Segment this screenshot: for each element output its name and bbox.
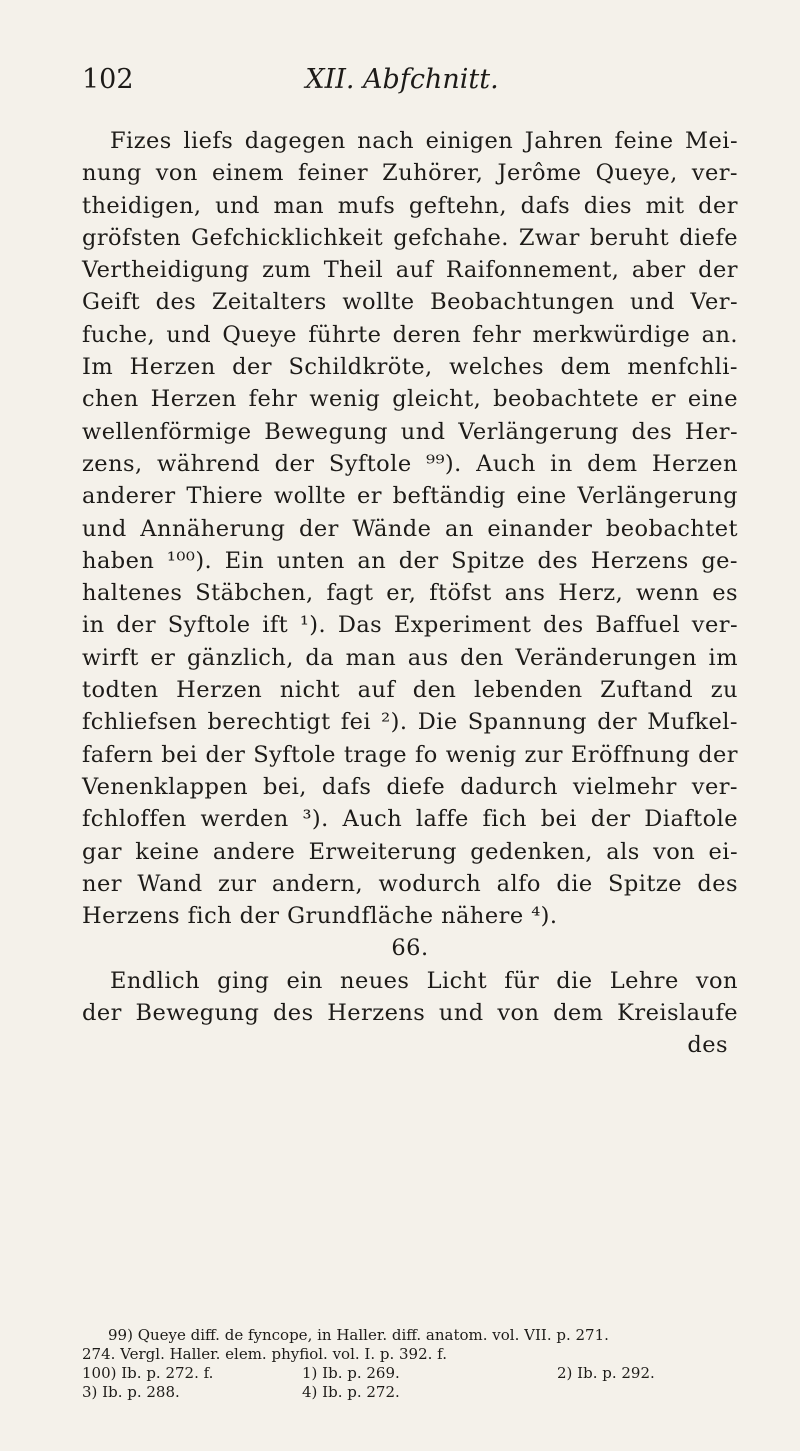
footnote-line: 274. Vergl. Haller. elem. phyfiol. vol. I. p. 392. f. xyxy=(82,1345,447,1363)
text-line: ner Wand zur andern, wodurch alfo die Spitze des xyxy=(82,870,738,897)
text-line: theidigen, und man mufs geftehn, dafs dies mit der xyxy=(82,192,738,219)
text-line: gröfsten Gefchicklichkeit gefchahe. Zwar beruht diefe xyxy=(82,224,738,251)
footnote-row xyxy=(82,1383,738,1402)
text-line: zens, während der Syftole ⁹⁹). Auch in dem Herzen xyxy=(82,450,738,477)
text-line: wellenförmige Bewegung und Verlängerung des Her- xyxy=(82,418,738,445)
footnotes xyxy=(82,1326,738,1402)
text-line: Im Herzen der Schildkröte, welches dem menfchli- xyxy=(82,354,738,381)
text-line: nung von einem feiner Zuhörer, Jerôme Queye, ver- xyxy=(82,160,738,187)
text-line: fafern bei der Syftole trage fo wenig zur Eröffnung der xyxy=(82,741,738,768)
section-number: 66. xyxy=(391,935,429,962)
page-number: 102 xyxy=(82,64,134,95)
text-line: Endlich ging ein neues Licht für die Lehre von xyxy=(110,967,738,994)
text-line: fuche, und Queye führte deren fehr merkwürdige an. xyxy=(82,321,738,348)
text-line: Herzens fich der Grundfläche nähere ⁴). xyxy=(82,903,558,930)
text-line: fchliefsen berechtigt fei ²). Die Spannung der Mufkel- xyxy=(82,709,738,736)
body-text xyxy=(82,125,738,1062)
text-line: haltenes Stäbchen, fagt er, ftöfst ans Herz, wenn es xyxy=(82,580,738,607)
footnote-item: 3) Ib. p. 288. xyxy=(82,1383,180,1401)
text-line: Fizes liefs dagegen nach einigen Jahren feine Mei- xyxy=(110,128,738,154)
text-line: gar keine andere Erweiterung gedenken, als von ei- xyxy=(82,838,738,865)
footnote-item: 100) Ib. p. 272. f. xyxy=(82,1364,214,1382)
running-head: XII. Abfchnitt. xyxy=(305,64,499,95)
catchword: des xyxy=(687,1032,728,1059)
footnote-line: 99) Queye diff. de fyncope, in Haller. diff. anatom. vol. VII. p. 271. xyxy=(108,1326,609,1344)
text-line: der Bewegung des Herzens und von dem Kreislaufe xyxy=(82,1000,738,1027)
text-line: und Annäherung der Wände an einander beobachtet xyxy=(82,515,738,542)
text-line: haben ¹⁰⁰). Ein unten an der Spitze des Herzens ge- xyxy=(82,547,738,574)
text-line: anderer Thiere wollte er beftändig eine Verlängerung xyxy=(82,483,738,510)
text-line: wirft er gänzlich, da man aus den Veränderungen im xyxy=(82,644,738,671)
footnote-row xyxy=(82,1364,738,1383)
footnote-item: 4) Ib. p. 272. xyxy=(302,1383,400,1401)
page-header xyxy=(82,64,722,104)
text-line: Venenklappen bei, dafs diefe dadurch vielmehr ver- xyxy=(82,773,738,800)
text-line: Geift des Zeitalters wollte Beobachtungen und Ver- xyxy=(82,289,738,316)
text-line: fchloffen werden ³). Auch laffe fich bei der Diaftole xyxy=(82,806,738,833)
text-line: todten Herzen nicht auf den lebenden Zuftand zu xyxy=(82,677,738,704)
text-line: Vertheidigung zum Theil auf Raifonnement, aber der xyxy=(82,257,738,284)
text-line: in der Syftole ift ¹). Das Experiment des Baffuel ver- xyxy=(82,612,738,639)
footnote-item: 2) Ib. p. 292. xyxy=(557,1364,655,1382)
footnote-item: 1) Ib. p. 269. xyxy=(302,1364,400,1382)
text-line: chen Herzen fehr wenig gleicht, beobachtete er eine xyxy=(82,386,738,413)
